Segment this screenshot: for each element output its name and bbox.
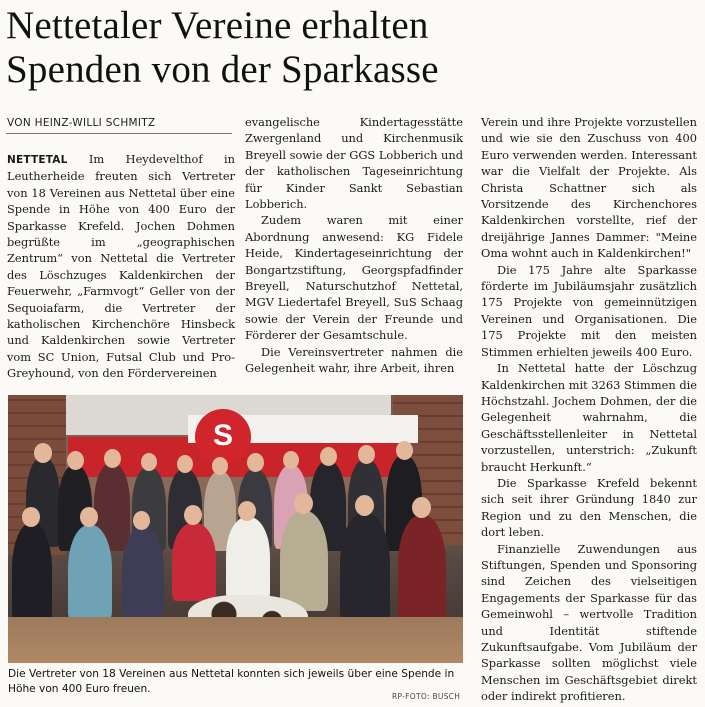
byline-rule (6, 133, 232, 134)
group-photo (8, 395, 463, 663)
photo-credit: RP-FOTO: BUSCH (392, 692, 461, 701)
person-head (104, 449, 121, 468)
person-head (358, 445, 375, 464)
dateline: NETTETAL (7, 154, 68, 166)
person-figure (340, 513, 390, 623)
paragraph: Die Sparkasse Krefeld bekennt sich seit ihrer Gründung 1840 zur Region und zu den Menschen, die dort leben. (481, 475, 697, 540)
person-figure (226, 517, 270, 601)
person-figure (172, 523, 216, 601)
person-head (177, 455, 193, 473)
person-head (133, 511, 150, 530)
person-figure (280, 511, 328, 611)
article-headline (6, 4, 696, 92)
paragraph: evangelische Kindertagesstätte Zwergenland und Kirchenmusik Breyell sowie der GGS Lobberich und der katholischen Tageseinrichtung für Kinder Sankt Sebastian Lobberich. (245, 115, 463, 212)
paragraph: In Nettetal hatte der Löschzug Kaldenkirchen mit 3263 Stimmen die Höchstzahl. Jochem Dohmen, der die Gelegenheit wahrnahm, die Geschäftsstellenleiter in Nettetal vorzustellen, unterstrich: „Zukunft braucht Herkunft.“ (481, 361, 697, 474)
person-head (283, 451, 299, 469)
byline: VON HEINZ-WILLI SCHMITZ (7, 117, 156, 129)
person-figure (398, 515, 446, 623)
person-head (247, 453, 264, 472)
person-head (80, 507, 98, 527)
person-head (141, 453, 157, 471)
person-figure (122, 527, 164, 619)
sparkasse-logo-letter: S (212, 419, 233, 452)
person-head (212, 457, 228, 475)
text-column-2 (245, 114, 463, 377)
lead-paragraph (7, 151, 235, 382)
person-figure (68, 525, 112, 621)
text-column-1 (7, 151, 235, 382)
person-head (184, 505, 202, 525)
paragraph: Die Vereinsvertreter nahmen die Gelegenheit wahr, ihre Arbeit, ihren (245, 344, 463, 376)
person-head (320, 447, 337, 466)
person-head (67, 451, 84, 470)
person-head (396, 441, 413, 460)
text-column-3 (481, 114, 697, 705)
paragraph: Verein und ihre Projekte vorzustellen und wie sie den Zuschuss von 400 Euro verwenden werden. Interessant war die Vielfalt der Projekte. Als Christa Schattner sich als Vorsitzende des Kirchenchores Kaldenkirchen vorstellte, rief der dreijährige Jannes Dammer: "Meine Oma wohnt auch in Kaldenkirchen!" (481, 115, 697, 261)
person-head (294, 493, 313, 514)
person-head (355, 495, 374, 516)
paragraph: Finanzielle Zuwendungen aus Stiftungen, Spenden und Sponsoring sind Zeichen des vielseitigen Engagements der Sparkasse für das Gemeinwohl – wertvolle Tradition und Identität stiftende Zukunftsaufgabe. Vom Jubiläum der Sparkasse sollten möglichst viele Menschen im Geschäftsgebiet direkt oder indirekt profitieren. (481, 541, 697, 704)
photo-caption: Die Vertreter von 18 Vereinen aus Nettetal konnten sich jeweils über eine Spende in Höhe von 400 Euro freuen. (8, 668, 455, 695)
person-head (238, 501, 256, 521)
floor (8, 617, 463, 663)
lead-text: Im Heydevelthof in Leutherheide freuten sich Vertreter von 18 Vereinen aus Nettetal über eine Spende in Höhe von 400 Euro der Sparkasse Krefeld. Jochen Dohmen begrüßte im „geographischen Zentrum“ von Nettetal die Vertreter des Löschzuges Kaldenkirchen der Feuerwehr, „Farmvogt“ Geller von der Sequoiafarm, die Vertreter der katholischen Kirchenchöre Hinsbeck und Kaldenkirchen sowie Vertreter vom SC Union, Futsal Club und Pro-Greyhound, von den Fördervereinen (7, 152, 235, 381)
person-figure (12, 523, 52, 623)
paragraph: Zudem waren mit einer Abordnung anwesend: KG Fidele Heide, Kindertageseinrichtung der Bongartzstiftung, Georgspfadfinder Breyell, Naturschutzhof Nettetal, MGV Liedertafel Breyell, SuS Schaag sowie der Verein der Freunde und Förderer der Gesamtschule. (245, 213, 463, 343)
headline-line-2: Spenden von der Sparkasse (6, 48, 439, 91)
person-head (34, 443, 52, 463)
person-head (22, 507, 40, 527)
paragraph: Die 175 Jahre alte Sparkasse förderte im Jubiläumsjahr zusätzlich 175 Projekte von gemeinnützigen Vereinen und Organisationen. Die 175 Projekte mit den meisten Stimmen erhielten jeweils 400 Euro. (481, 262, 697, 359)
person-head (412, 497, 431, 518)
headline-line-1: Nettetaler Vereine erhalten (6, 4, 429, 47)
